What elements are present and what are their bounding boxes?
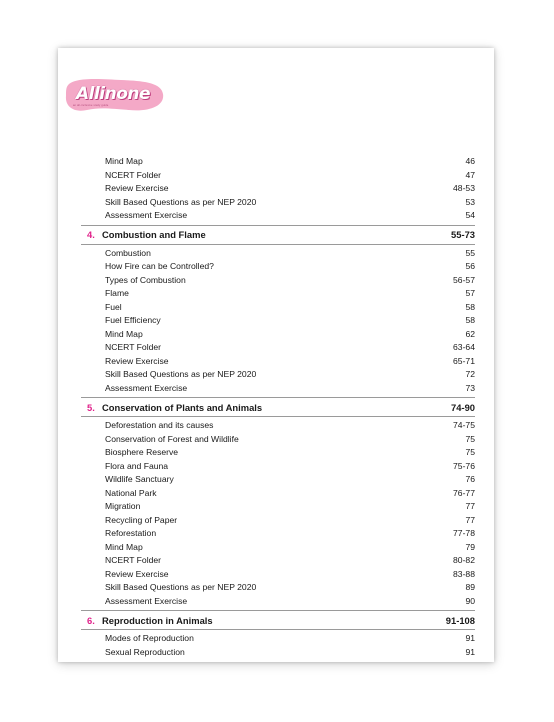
toc-item-page: 48-53 xyxy=(453,183,475,193)
toc-item xyxy=(81,527,475,541)
toc-item-page: 91 xyxy=(465,633,475,643)
toc-item-page: 54 xyxy=(465,210,475,220)
chapter-heading xyxy=(81,397,475,417)
toc-item xyxy=(81,287,475,301)
toc-item-label: Skill Based Questions as per NEP 2020 xyxy=(105,369,257,379)
toc-item-label: Biosphere Reserve xyxy=(105,447,179,457)
toc-item-label: Mind Map xyxy=(105,156,143,166)
toc-item xyxy=(81,487,475,501)
toc-item-label: NCERT Folder xyxy=(105,169,162,180)
toc-item-page: 58 xyxy=(465,315,475,325)
toc-item-page: 83-88 xyxy=(453,568,475,579)
toc-item xyxy=(81,541,475,555)
chapter-pages: 91-108 xyxy=(445,614,475,626)
toc-item-page: 65-71 xyxy=(453,355,475,366)
toc-item xyxy=(81,581,475,595)
toc-item-page: 80-82 xyxy=(453,555,475,565)
toc-item-label: Mind Map xyxy=(105,328,143,339)
toc-item-page: 74-75 xyxy=(453,420,475,430)
toc-item-label: National Park xyxy=(105,487,157,498)
toc-item-page: 76-77 xyxy=(453,487,475,498)
toc-item xyxy=(81,368,475,382)
toc-item xyxy=(81,419,475,433)
toc-section-pre xyxy=(81,155,475,223)
toc-item xyxy=(81,646,475,660)
chapter-number: 6. xyxy=(87,614,95,626)
chapter-pages: 74-90 xyxy=(451,401,475,413)
chapter-title: Combustion and Flame xyxy=(102,229,206,240)
toc-item-label: Review Exercise xyxy=(105,568,169,579)
toc-item-label: Migration xyxy=(105,501,141,511)
toc-item xyxy=(81,196,475,210)
toc-item-page: 79 xyxy=(465,541,475,552)
toc-item xyxy=(81,500,475,514)
toc-item-page: 75-76 xyxy=(453,460,475,471)
toc-item xyxy=(81,301,475,315)
toc-item xyxy=(81,247,475,261)
toc-item xyxy=(81,169,475,183)
toc-item xyxy=(81,314,475,328)
toc-item xyxy=(81,182,475,196)
toc-item-label: Reforestation xyxy=(105,528,157,538)
toc-item-label: Flora and Fauna xyxy=(105,460,169,471)
toc-item-page: 62 xyxy=(465,328,475,339)
toc-item-label: Modes of Reproduction xyxy=(105,633,194,643)
toc-item-label: How Fire can be Controlled? xyxy=(105,261,214,271)
chapter-number: 5. xyxy=(87,401,95,413)
toc-item-label: Assessment Exercise xyxy=(105,382,188,393)
toc-item-page: 77-78 xyxy=(453,528,475,538)
toc-item-page: 56 xyxy=(465,261,475,271)
toc-item xyxy=(81,382,475,396)
toc-item-page: 53 xyxy=(465,196,475,207)
chapter-title: Conservation of Plants and Animals xyxy=(102,401,263,413)
toc-item-label: NCERT Folder xyxy=(105,555,162,565)
chapter-title: Reproduction in Animals xyxy=(102,614,213,626)
toc-item xyxy=(81,632,475,646)
chapter-heading xyxy=(81,610,475,630)
toc-item-page: 77 xyxy=(465,501,475,511)
toc-item-page: 91 xyxy=(465,646,475,657)
toc-item-label: Wildlife Sanctuary xyxy=(105,474,174,484)
toc-item-page: 75 xyxy=(465,433,475,444)
toc-item-label: Combustion xyxy=(105,247,151,258)
toc-item xyxy=(81,341,475,355)
toc-item xyxy=(81,514,475,528)
toc-item xyxy=(81,328,475,342)
chapter-items xyxy=(81,247,475,396)
toc-item xyxy=(81,274,475,288)
toc-item-label: NCERT Folder xyxy=(105,342,162,352)
toc-item-page: 63-64 xyxy=(453,342,475,352)
toc-item xyxy=(81,460,475,474)
chapter-items xyxy=(81,419,475,608)
toc-item xyxy=(81,595,475,609)
logo-tagline: an all-inclusive study guide xyxy=(73,104,109,107)
toc-item-label: Conservation of Forest and Wildlife xyxy=(105,433,239,444)
toc-item-page: 72 xyxy=(465,369,475,379)
allinone-logo xyxy=(63,76,165,114)
toc-item-label: Recycling of Paper xyxy=(105,514,178,525)
toc-item-page: 58 xyxy=(465,301,475,312)
toc-item xyxy=(81,554,475,568)
chapter-items xyxy=(81,632,475,659)
table-of-contents xyxy=(81,155,475,659)
toc-item-label: Mind Map xyxy=(105,541,143,552)
toc-item-page: 55 xyxy=(465,247,475,258)
toc-item-page: 89 xyxy=(465,582,475,592)
chapter-pages: 55-73 xyxy=(451,229,475,240)
toc-item-label: Deforestation and its causes xyxy=(105,420,214,430)
toc-item-label: Fuel Efficiency xyxy=(105,315,161,325)
toc-item-page: 77 xyxy=(465,514,475,525)
toc-item-label: Review Exercise xyxy=(105,355,169,366)
toc-item xyxy=(81,155,475,169)
toc-item-label: Fuel xyxy=(105,301,122,312)
toc-item-page: 76 xyxy=(465,474,475,484)
toc-item-label: Assessment Exercise xyxy=(105,210,188,220)
toc-item xyxy=(81,355,475,369)
chapter-heading xyxy=(81,225,475,245)
toc-item-label: Skill Based Questions as per NEP 2020 xyxy=(105,196,257,207)
toc-item-label: Skill Based Questions as per NEP 2020 xyxy=(105,582,257,592)
document-page xyxy=(58,48,494,662)
chapter-number: 4. xyxy=(87,229,95,240)
toc-item xyxy=(81,473,475,487)
toc-item xyxy=(81,209,475,223)
toc-item xyxy=(81,260,475,274)
toc-item-label: Assessment Exercise xyxy=(105,595,188,606)
toc-item-page: 47 xyxy=(465,169,475,180)
toc-item-page: 73 xyxy=(465,382,475,393)
logo-wordmark: Allinone xyxy=(76,84,151,104)
toc-item-page: 75 xyxy=(465,447,475,457)
toc-item-page: 56-57 xyxy=(453,274,475,285)
toc-item-label: Review Exercise xyxy=(105,183,169,193)
toc-item xyxy=(81,433,475,447)
toc-item-page: 46 xyxy=(465,156,475,166)
toc-item-page: 57 xyxy=(465,288,475,298)
toc-item-label: Sexual Reproduction xyxy=(105,646,185,657)
toc-item-label: Types of Combustion xyxy=(105,274,186,285)
toc-item xyxy=(81,568,475,582)
toc-item xyxy=(81,446,475,460)
toc-item-page: 90 xyxy=(465,595,475,606)
toc-item-label: Flame xyxy=(105,288,129,298)
